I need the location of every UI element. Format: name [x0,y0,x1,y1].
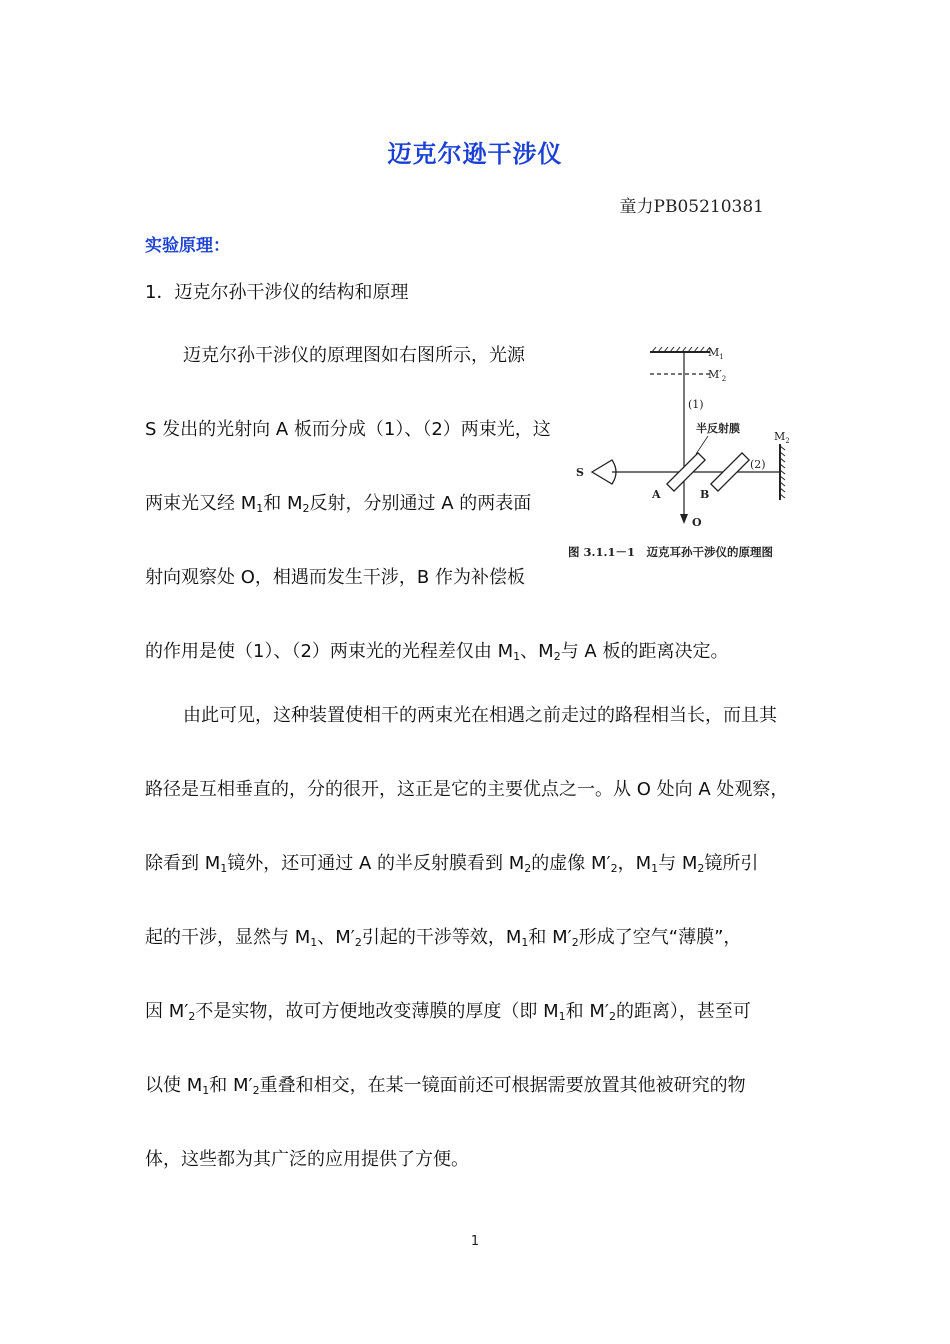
author-id: 童力PB05210381 [619,197,764,217]
paragraph-2-line-7: 体，这些都为其广泛的应用提供了方便。 [145,1149,469,1170]
figure-caption: 图 3.1.1－1 迈克耳孙干涉仪的原理图 [568,545,774,559]
arrow-to-o [680,514,688,524]
paragraph-2-line-2: 路径是互相垂直的，分的很开，这正是它的主要优点之一。从 O 处向 A 处观察， [145,779,789,800]
page-title: 迈克尔逊干涉仪 [387,140,563,168]
label-beam-2: (2) [750,458,766,471]
paragraph-2-line-6: 以使 $M_1$和 $M'_2$重叠和相交，在某一镜面前还可根据需要放置其他被研究的物 [145,1075,746,1097]
paragraph-1-line-4: 射向观察处 O，相遇而发生干涉，B 作为补偿板 [145,567,525,588]
label-m1: $M_1$ [708,346,724,361]
label-s: S [576,466,584,479]
paragraph-1-line-5: 的作用是使（1）、（2）两束光的光程差仅由 $M_1$、$M_2$与 A 板的距离决定。 [145,641,729,663]
paragraph-1-line-3: 两束光又经 $M_1$和 $M_2$反射，分别通过 A 的两表面 [145,493,532,515]
label-o: O [692,516,702,529]
leader-film [696,436,708,454]
paragraph-2-line-5: 因 $M'_2$不是实物，故可方便地改变薄膜的厚度（即 $M_1$和 $M'_2$的距离），甚至可 [145,1001,751,1023]
subsection-heading: 1．迈克尔孙干涉仪的结构和原理 [145,282,409,303]
paragraph-2-line-4: 起的干涉，显然与 $M_1$、$M'_2$引起的干涉等效，$M_1$和 $M'_2$形成了空气“薄膜”， [145,927,742,949]
label-half-mirror-film: 半反射膜 [696,422,740,435]
paragraph-1-line-2: S 发出的光射向 A 板而分成（1）、（2）两束光，这 [145,419,551,440]
paragraph-2-line-1: 由此可见，这种装置使相干的两束光在相遇之前走过的路程相当长，而且其 [183,705,777,726]
paragraph-2-line-3: 除看到 $M_1$镜外，还可通过 A 的半反射膜看到 $M_2$的虚像 $M'_2$，$M_1$与 $M_2$镜所引 [145,853,759,875]
label-b: B [700,488,710,501]
label-beam-1: (1) [688,398,704,411]
paragraph-1-line-1: 迈克尔孙干涉仪的原理图如右图所示，光源 [183,345,525,366]
section-heading: 实验原理： [145,236,230,256]
interferometer-diagram [562,338,822,568]
label-m2-prime: $M'_2$ [708,368,727,383]
label-a: A [652,488,661,501]
label-m2: $M_2$ [774,430,790,445]
page-number: 1 [470,1234,480,1249]
